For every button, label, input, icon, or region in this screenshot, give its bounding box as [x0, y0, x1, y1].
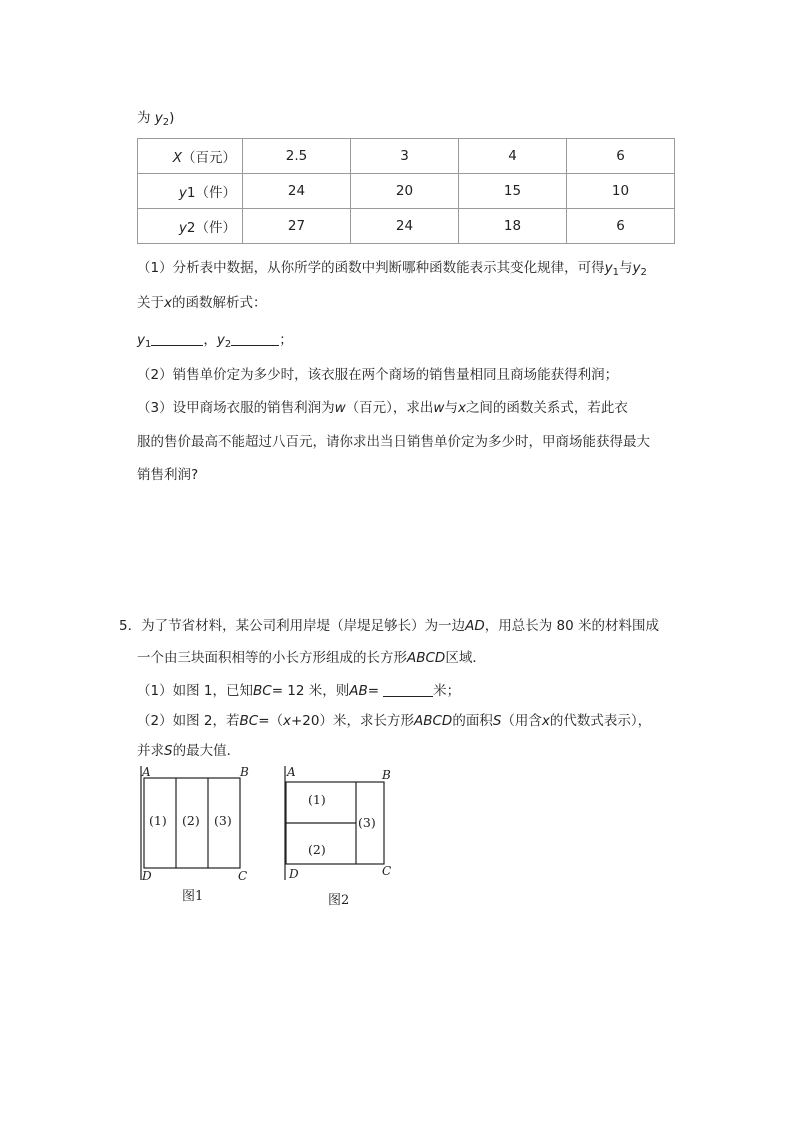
table-row: [138, 139, 675, 174]
q5-line1: 5．为了节省材料，某公司利用岸堤（岸堤足够长）为一边AD，用总长为 80 米的材料围成: [119, 618, 659, 634]
data-table: [137, 138, 675, 244]
row-header: y1（件）: [138, 174, 243, 209]
answer-blank-ab[interactable]: [383, 684, 433, 697]
q4-part1-line1: （1）分析表中数据，从你所学的函数中判断哪种函数能表示其变化规律，可得$y_1$与$y_2$: [137, 260, 647, 278]
table-cell: 18: [459, 209, 567, 244]
table-cell: 10: [567, 174, 675, 209]
table-cell: 15: [459, 174, 567, 209]
q4-part1-line2: 关于x的函数解析式：: [137, 295, 267, 311]
region-label: (2): [308, 842, 326, 857]
table-cell: 2.5: [243, 139, 351, 174]
table-cell: 24: [243, 174, 351, 209]
corner-label-d: D: [142, 869, 152, 883]
answer-blank-y2[interactable]: [231, 333, 279, 346]
q4-part3-line3: 销售利润?: [137, 467, 199, 483]
region-label: (1): [308, 792, 326, 807]
corner-label-c: C: [238, 869, 248, 883]
table-cell: 27: [243, 209, 351, 244]
corner-label-a: A: [142, 765, 151, 779]
row-header: y2（件）: [138, 209, 243, 244]
answer-blank-y1[interactable]: [151, 333, 203, 346]
table-row: [138, 174, 675, 209]
region-label: (1): [149, 813, 167, 828]
corner-label-a: A: [287, 765, 296, 779]
intro-sub: 2: [162, 117, 170, 128]
region-label: (3): [214, 813, 232, 828]
q4-part2: （2）销售单价定为多少时，该衣服在两个商场的销售量相同且商场能获得利润；: [137, 367, 619, 383]
region-label: (3): [358, 815, 376, 830]
table-cell: 6: [567, 209, 675, 244]
intro-line: [137, 112, 174, 128]
table-row: [138, 209, 675, 244]
intro-close: ): [169, 110, 175, 126]
corner-label-c: C: [382, 864, 392, 878]
q5-part1: （1）如图 1，已知BC= 12 米，则AB= 米；: [137, 683, 461, 699]
figure-1-caption: 图1: [182, 889, 204, 904]
q5-line2: 一个由三块面积相等的小长方形组成的长方形ABCD区域．: [137, 650, 486, 666]
q5-part2-line2: 并求S的最大值．: [137, 743, 241, 759]
table-cell: 24: [351, 209, 459, 244]
figure-2: [276, 762, 406, 912]
corner-label-b: B: [382, 768, 391, 782]
intro-var: y: [154, 110, 163, 126]
corner-label-b: B: [240, 765, 249, 779]
row-header: X（百元）: [138, 139, 243, 174]
region-label: (2): [182, 813, 200, 828]
figure-2-caption: 图2: [328, 893, 350, 908]
intro-text: 为: [137, 110, 155, 126]
q4-part3-line1: （3）设甲商场衣服的销售利润为w（百元），求出w与x之间的函数关系式，若此衣: [137, 400, 628, 416]
q5-part2-line1: （2）如图 2，若BC=（x+20）米，求长方形ABCD的面积S（用含x的代数式表示），: [137, 713, 652, 729]
table-cell: 4: [459, 139, 567, 174]
table-cell: 6: [567, 139, 675, 174]
table-cell: 20: [351, 174, 459, 209]
q4-answer-line: $y_1$ ，$y_2$ ；: [137, 332, 293, 350]
figure-1: [130, 762, 260, 912]
corner-label-d: D: [289, 867, 299, 881]
table-cell: 3: [351, 139, 459, 174]
q4-part3-line2: 服的售价最高不能超过八百元，请你求出当日销售单价定为多少时，甲商场能获得最大: [137, 434, 650, 450]
